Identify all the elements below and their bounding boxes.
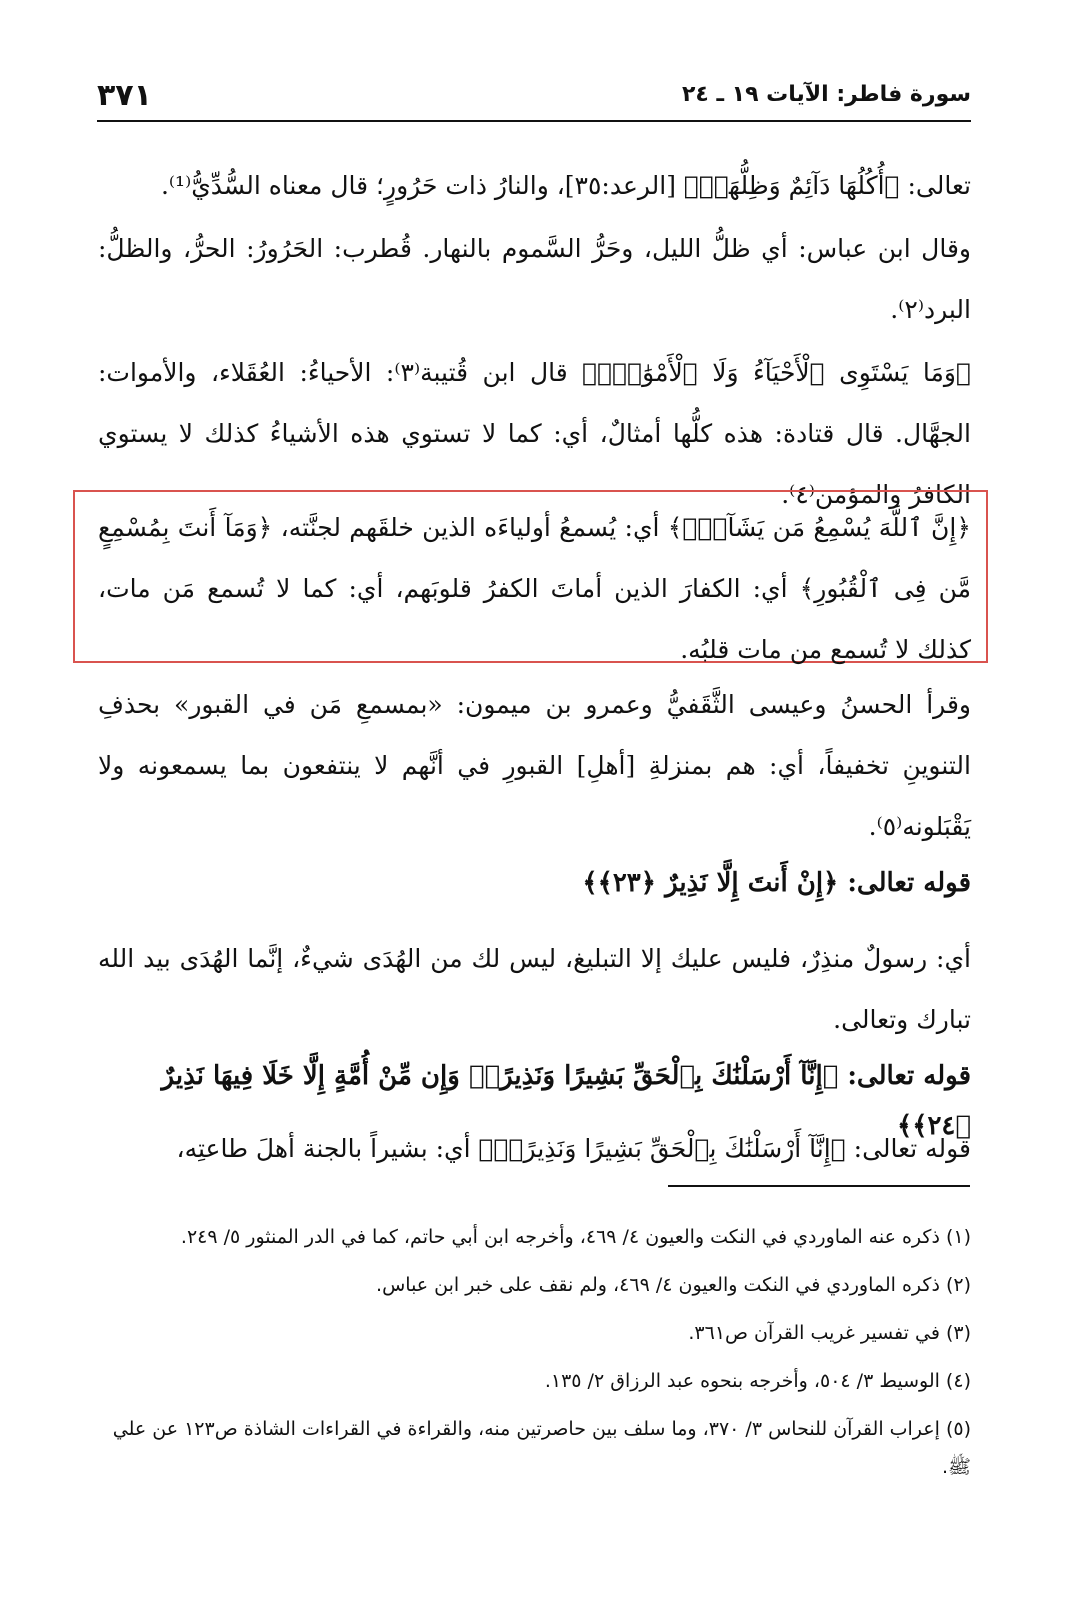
- footnotes: [98, 1218, 971, 1496]
- highlighted-section: [98, 497, 971, 680]
- footnote-1: (١) ذكره عنه الماوردي في النكت والعيون ٤/ ٤٦٩، وأخرجه ابن أبي حاتم، كما في الدر المنثور ٥/ ٢٤٩.: [180, 1226, 971, 1248]
- explanation-24: [98, 1118, 971, 1179]
- paragraph-1: تعالى: ﴿أُكُلُهَا دَآئِمٌ وَظِلُّهَاۚ﴾ [الرعد:٣٥]، والنارُ ذات حَرُورٍ؛ قال معناه السُّدِّيُّ⁽¹⁾.: [160, 171, 971, 200]
- reading-note: [98, 674, 971, 857]
- main-text: [98, 155, 971, 525]
- footnote-2: (٢) ذكره الماوردي في النكت والعيون ٤/ ٤٦٩، ولم نقف على خبر ابن عباس.: [376, 1274, 971, 1296]
- header-divider: [97, 120, 971, 122]
- footnote-divider: [668, 1185, 970, 1187]
- surah-title: سورة فاطر: الآيات ١٩ ـ ٢٤: [681, 82, 971, 107]
- footnote-4: (٤) الوسيط ٣/ ٥٠٤، وأخرجه بنحوه عبد الرزاق ٢/ ١٣٥.: [544, 1370, 971, 1392]
- paragraph-explanation-23: أي: رسولٌ منذِرٌ، فليس عليك إلا التبليغ، ليس لك من الهُدَى شيءٌ، إنَّما الهُدَى بيد الله تبارك وتعالى.: [98, 944, 971, 1034]
- page-number: ٣٧١: [97, 78, 152, 113]
- verse-heading-24: قوله تعالى: ﴿إِنَّآ أَرْسَلْنَٰكَ بِٱلْحَقِّ بَشِيرًا وَنَذِيرًاۚ وَإِن مِّنْ أُمَّةٍ إِلَّا خَلَا فِيهَا نَذِيرٌ ﴿٢٤﴾﴾: [161, 1061, 971, 1141]
- explanation-23: [98, 928, 971, 1050]
- paragraph-3: ﴿وَمَا يَسْتَوِى ٱلْأَحْيَآءُ وَلَا ٱلْأَمْوَٰتُۚ﴾ قال ابن قُتيبة⁽٣⁾: الأحياءُ: العُقَلاء، والأموات: الجهَّال. قال قتادة: هذه كلُّها أمثالٌ، أي: كما لا تستوي هذه الأشياءُ كذلك لا يستوي الكافرُ والمؤمن⁽٤⁾.: [98, 358, 971, 509]
- page-header: [97, 78, 971, 122]
- paragraph-2: وقال ابن عباس: أي ظلُّ الليل، وحَرُّ السَّموم بالنهار. قُطرب: الحَرُورُ: الحرُّ، والظلُّ: البرد⁽٢⁾.: [98, 234, 971, 324]
- paragraph-explanation-24: قوله تعالى: ﴿إِنَّآ أَرْسَلْنَٰكَ بِٱلْحَقِّ بَشِيرًا وَنَذِيرًاۚ﴾ أي: بشيراً بالجنة أهلَ طاعتِه،: [176, 1134, 971, 1163]
- footnote-5: (٥) إعراب القرآن للنحاس ٣/ ٣٧٠، وما سلف بين حاصرتين منه، والقراءة في القراءات الشاذة ص١٢٣ عن علي ﷺ.: [112, 1418, 971, 1478]
- paragraph-reading: وقرأ الحسنُ وعيسى الثَّقَفيُّ وعمرو بن ميمون: «بمسمعِ مَن في القبور» بحذفِ التنوينِ تخفيفاً، أي: هم بمنزلةِ [أهلِ] القبورِ في أنَّهم لا ينتفعون بما يسمعونه ولا يَقْبَلونه⁽٥⁾.: [98, 690, 971, 841]
- highlighted-paragraph: ﴿إِنَّ ٱللَّهَ يُسْمِعُ مَن يَشَآءُۖ﴾ أي: يُسمعُ أولياءَه الذين خلقَهم لجنَّته، ﴿وَمَآ أَنتَ بِمُسْمِعٍ مَّن فِى ٱلْقُبُورِ﴾ أي: الكفارَ الذين أماتَ الكفرُ قلوبَهم، أي: كما لا تُسمع مَن مات، كذلك لا تُسمع من مات قلبُه.: [98, 513, 972, 664]
- verse-heading-23: قوله تعالى: ﴿إِنْ أَنتَ إِلَّا نَذِيرٌ ﴿٢٣﴾﴾: [582, 868, 971, 898]
- footnote-3: (٣) في تفسير غريب القرآن ص٣٦١.: [688, 1322, 971, 1344]
